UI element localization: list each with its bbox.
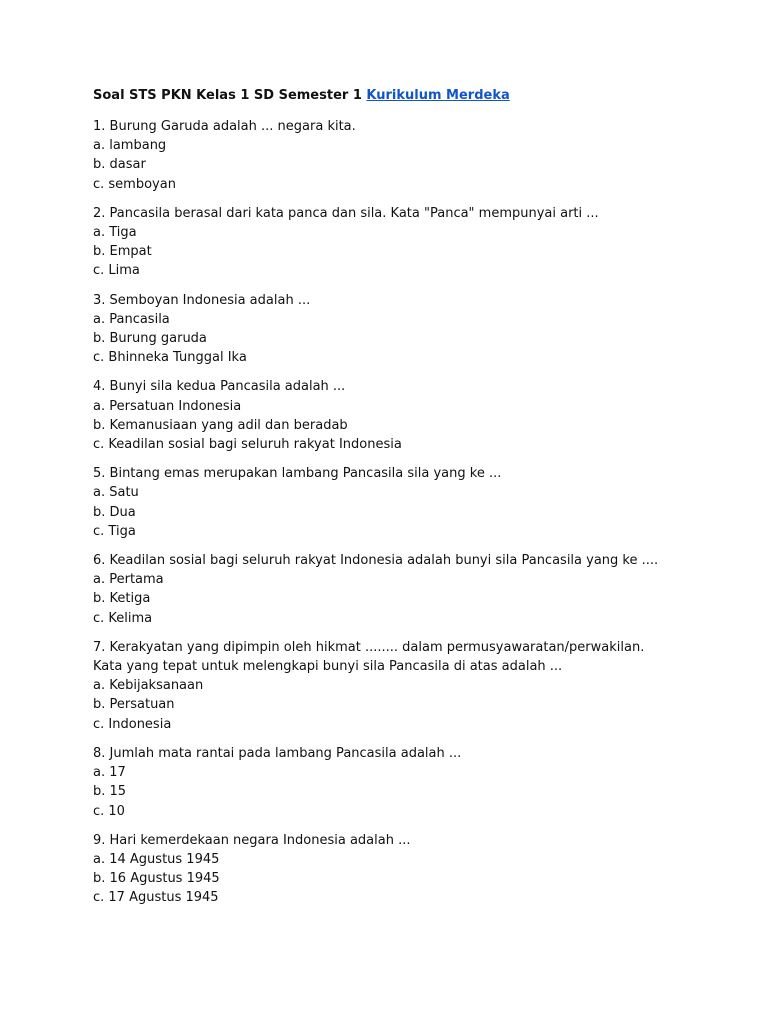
question-text: 7. Kerakyatan yang dipimpin oleh hikmat ........ dalam permusyawaratan/perwakilan. <box>93 639 645 655</box>
question-text: 3. Semboyan Indonesia adalah ... <box>93 292 311 308</box>
answer-option: a. Kebijaksanaan <box>93 678 204 694</box>
answer-option: b. Persatuan <box>93 697 175 713</box>
answer-option: a. Satu <box>93 485 139 501</box>
question-list <box>93 117 713 918</box>
question-text: 1. Burung Garuda adalah ... negara kita. <box>93 119 356 134</box>
kurikulum-merdeka-link[interactable]: Kurikulum Merdeka <box>366 88 510 103</box>
answer-option: c. Indonesia <box>93 716 172 732</box>
question-4 <box>93 377 713 454</box>
question-text: 6. Keadilan sosial bagi seluruh rakyat Indonesia adalah bunyi sila Pancasila yang ke .... <box>93 553 659 569</box>
answer-option: c. Bhinneka Tunggal Ika <box>93 350 247 366</box>
answer-option: c. Lima <box>93 263 140 279</box>
question-text: 5. Bintang emas merupakan lambang Pancasila sila yang ke ... <box>93 466 502 482</box>
document-title <box>93 88 510 104</box>
answer-option: c. Tiga <box>93 523 136 539</box>
answer-option: a. Tiga <box>93 225 137 241</box>
question-7 <box>93 638 713 734</box>
answer-option: a. Pancasila <box>93 311 170 327</box>
answer-option: c. Kelima <box>93 610 153 626</box>
answer-option: a. Pertama <box>93 572 164 588</box>
answer-option: a. 14 Agustus 1945 <box>93 851 220 867</box>
title-text: Soal STS PKN Kelas 1 SD Semester 1 <box>93 88 362 103</box>
question-1 <box>93 117 713 194</box>
answer-option: c. 17 Agustus 1945 <box>93 890 219 906</box>
question-text: 9. Hari kemerdekaan negara Indonesia adalah ... <box>93 832 411 848</box>
answer-option: a. lambang <box>93 138 167 154</box>
question-5 <box>93 464 713 541</box>
question-text: 8. Jumlah mata rantai pada lambang Pancasila adalah ... <box>93 745 462 761</box>
question-text: 2. Pancasila berasal dari kata panca dan sila. Kata "Panca" mempunyai arti ... <box>93 205 599 221</box>
answer-option: c. 10 <box>93 803 125 819</box>
answer-option: b. Kemanusiaan yang adil dan beradab <box>93 417 348 433</box>
question-text: 4. Bunyi sila kedua Pancasila adalah ... <box>93 379 346 395</box>
answer-option: b. dasar <box>93 157 146 173</box>
answer-option: a. 17 <box>93 765 126 781</box>
question-9 <box>93 831 713 908</box>
answer-option: b. 16 Agustus 1945 <box>93 871 220 887</box>
answer-option: c. Keadilan sosial bagi seluruh rakyat Indonesia <box>93 437 402 453</box>
answer-option: b. 15 <box>93 784 127 800</box>
answer-option: c. semboyan <box>93 176 176 192</box>
answer-option: b. Ketiga <box>93 591 151 607</box>
question-3 <box>93 291 713 368</box>
answer-option: b. Burung garuda <box>93 331 207 347</box>
question-6 <box>93 551 713 628</box>
question-text: Kata yang tepat untuk melengkapi bunyi sila Pancasila di atas adalah ... <box>93 659 563 675</box>
question-2 <box>93 204 713 281</box>
question-8 <box>93 744 713 821</box>
answer-option: b. Empat <box>93 244 152 260</box>
answer-option: a. Persatuan Indonesia <box>93 398 242 414</box>
answer-option: b. Dua <box>93 504 136 520</box>
